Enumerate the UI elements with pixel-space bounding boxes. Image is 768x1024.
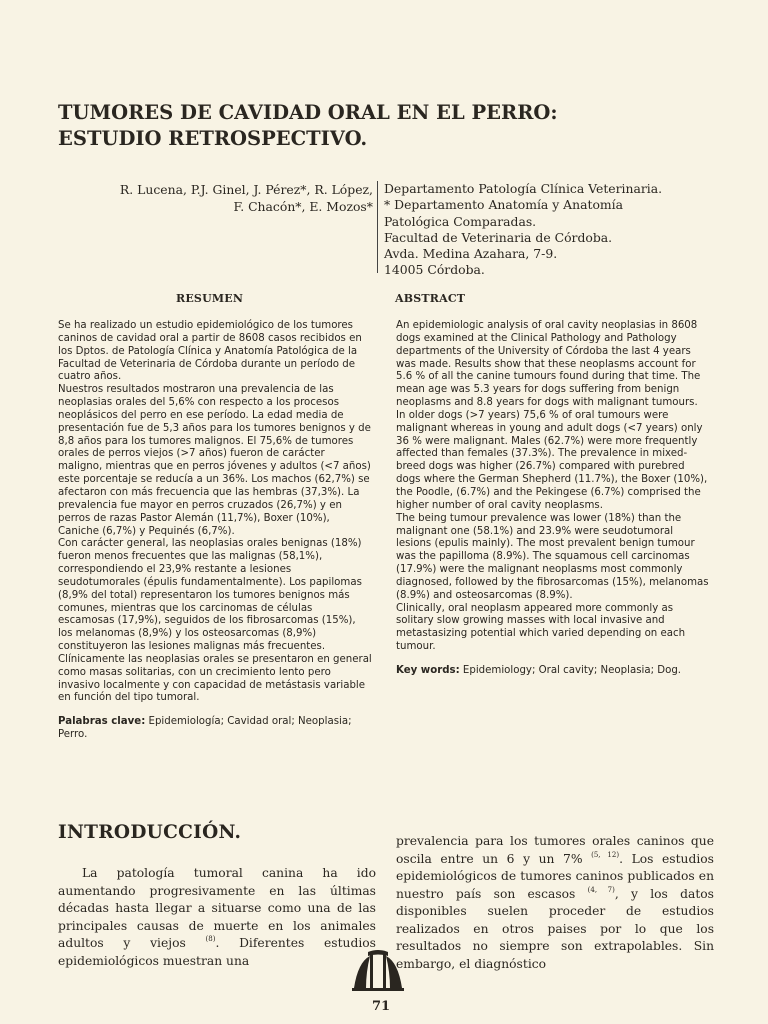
authors-line-2: F. Chacón*, E. Mozos* <box>233 199 373 214</box>
intro-right-column <box>396 833 714 973</box>
citation: (8) <box>205 935 216 943</box>
key-words-text: Epidemiology; Oral cavity; Neoplasia; Dog. <box>459 664 682 676</box>
citation: (4, 7) <box>587 885 615 894</box>
abstract-paragraph: An epidemiologic analysis of oral cavity neoplasias in 8608 dogs examined at the Clinical Pathology and Pathology departments of the University of Córdoba the last 4 years was made. Results show that these neoplasms account for 5.6 % of all the canine tumours found during that time. The mean age was 5.3 years for dogs suffering from benign neoplasms and 8.8 years for dogs with malignant tumours. In older dogs (>7 years) 75,6 % of oral tumours were malignant whereas in young and adult dogs (<7 years) only 36 % were malignant. Males (62.7%) were more frequently affected than females (37.3%). The prevalence in mixed- breed dogs was higher (26.7%) compared with purebred dogs where the German Shepherd (11.7%), the Boxer (10%), the Poodle, (6.7%) and the Pekingese (6.7%) comprised the higher number of oral cavity neoplasms. <box>396 320 708 511</box>
author-list <box>60 181 373 215</box>
resumen-paragraph: Clínicamente las neoplasias orales se presentaron en general como masas solitarias, con un crecimiento lento pero invasivo localmente y con capacidad de metástasis variable en función del tipo tumoral. <box>58 653 372 704</box>
affiliation-block <box>384 181 704 279</box>
intro-left-column <box>58 865 376 970</box>
affiliation-line: Facultad de Veterinaria de Córdoba. <box>384 229 613 245</box>
title-line-1: TUMORES DE CAVIDAD ORAL EN EL PERRO: <box>58 101 558 124</box>
title-line-2: ESTUDIO RETROSPECTIVO. <box>58 127 368 150</box>
affiliation-line: Departamento Patología Clínica Veterinaria. <box>384 181 663 196</box>
abstract-body <box>396 320 710 678</box>
palabras-clave-text: Epidemiología; Cavidad oral; Neoplasia; Perro. <box>58 716 352 741</box>
abstract-paragraph: Clinically, oral neoplasm appeared more commonly as solitary slow growing masses with local invasive and metastasizing potential which varied depending on each tumour. <box>396 602 686 653</box>
affiliation-line: Avda. Medina Azahara, 7-9. <box>384 246 558 262</box>
intro-text: . Los estudios epidemiológicos de tumores caninos publicados en nuestro país son escasos <box>396 851 714 901</box>
intro-text: . Diferentes estudios epidemiológicos muestran una <box>58 936 376 968</box>
authors-line-1: R. Lucena, P.J. Ginel, J. Pérez*, R. López, <box>119 182 373 197</box>
affiliation-line: * Departamento Anatomía y Anatomía <box>384 197 624 213</box>
citation: (5, 12) <box>591 850 620 859</box>
affiliation-line: 14005 Córdoba. <box>384 262 485 278</box>
introduccion-heading: INTRODUCCIÓN. <box>58 822 242 843</box>
intro-text: prevalencia para los tumores orales caninos que oscila entre un 6 y un 7% <box>396 834 714 866</box>
resumen-body <box>58 320 372 742</box>
key-words <box>396 665 710 678</box>
resumen-paragraph: Se ha realizado un estudio epidemiológico de los tumores caninos de cavidad oral a partir de 8608 casos recibidos en los Dptos. de Patología Clínica y Anatomía Patológica de la Facultad de Veterinaria de Córdoba durante un período de cuatro años. <box>58 320 362 383</box>
key-words-label: Key words: <box>396 664 460 676</box>
resumen-heading: RESUMEN <box>176 292 244 305</box>
page-number: 71 <box>371 999 391 1014</box>
affiliation-line: Patológica Comparadas. <box>384 213 537 229</box>
abstract-heading: ABSTRACT <box>395 292 466 305</box>
resumen-paragraph: Con carácter general, las neoplasias orales benignas (18%) fueron menos frecuentes que las malignas (58,1%), correspondiendo el 23,9% restante a lesiones seudotumorales (épulis fundamentalmente). Los papilomas (8,9% del total) representaron los tumores benignos más comunes, mientras que los carcinomas de células escamosas (17,9%), seguidos de los fibrosarcomas (15%), los melanomas (8,9%) y los osteosarcomas (8,9%) constituyeron las lesiones malignas más frecuentes. <box>58 538 362 653</box>
intro-text: , y los datos disponibles suelen proceder de estudios realizados en otros paises por lo que los resultados no siempre son extrapolables. Sin embargo, el diagnóstico <box>396 886 714 971</box>
journal-logo-icon <box>348 948 408 994</box>
abstract-paragraph: The being tumour prevalence was lower (18%) than the malignant one (58.1%) and 23.9% were seudotumoral lesions (epulis mainly). The most prevalent benign tumour was the papilloma (8.9%). The squamous cell carcinomas (17.9%) were the malignant neoplasms most commonly diagnosed, followed by the fibrosarcomas (15%), melanomas (8.9%) and osteosarcomas (8.9%). <box>396 512 709 601</box>
author-affiliation-divider <box>377 181 378 273</box>
palabras-clave <box>58 716 372 742</box>
article-title <box>58 100 708 152</box>
palabras-clave-label: Palabras clave: <box>58 716 146 728</box>
intro-text: La patología tumoral canina ha ido aumentando progresivamente en las últimas décadas hasta llegar a situarse como una de las principales causas de muerte en los animales adultos y viejos <box>58 866 376 950</box>
resumen-paragraph: Nuestros resultados mostraron una prevalencia de las neoplasias orales del 5,6% con respecto a los procesos neoplásicos del perro en ese período. La edad media de presentación fue de 5,3 años para los tumores benignos y de 8,8 años para los tumores malignos. El 75,6% de tumores orales de perros viejos (>7 años) fueron de carácter maligno, mientras que en perros jóvenes y adultos (<7 años) este porcentaje se reducía a un 36%. Los machos (62,7%) se afectaron con más frecuencia que las hembras (37,3%). La prevalencia fue mayor en perros cruzados (26,7%) y en perros de razas Pastor Alemán (11,7%), Boxer (10%), Caniche (6,7%) y Pequinés (6,7%). <box>58 384 371 537</box>
